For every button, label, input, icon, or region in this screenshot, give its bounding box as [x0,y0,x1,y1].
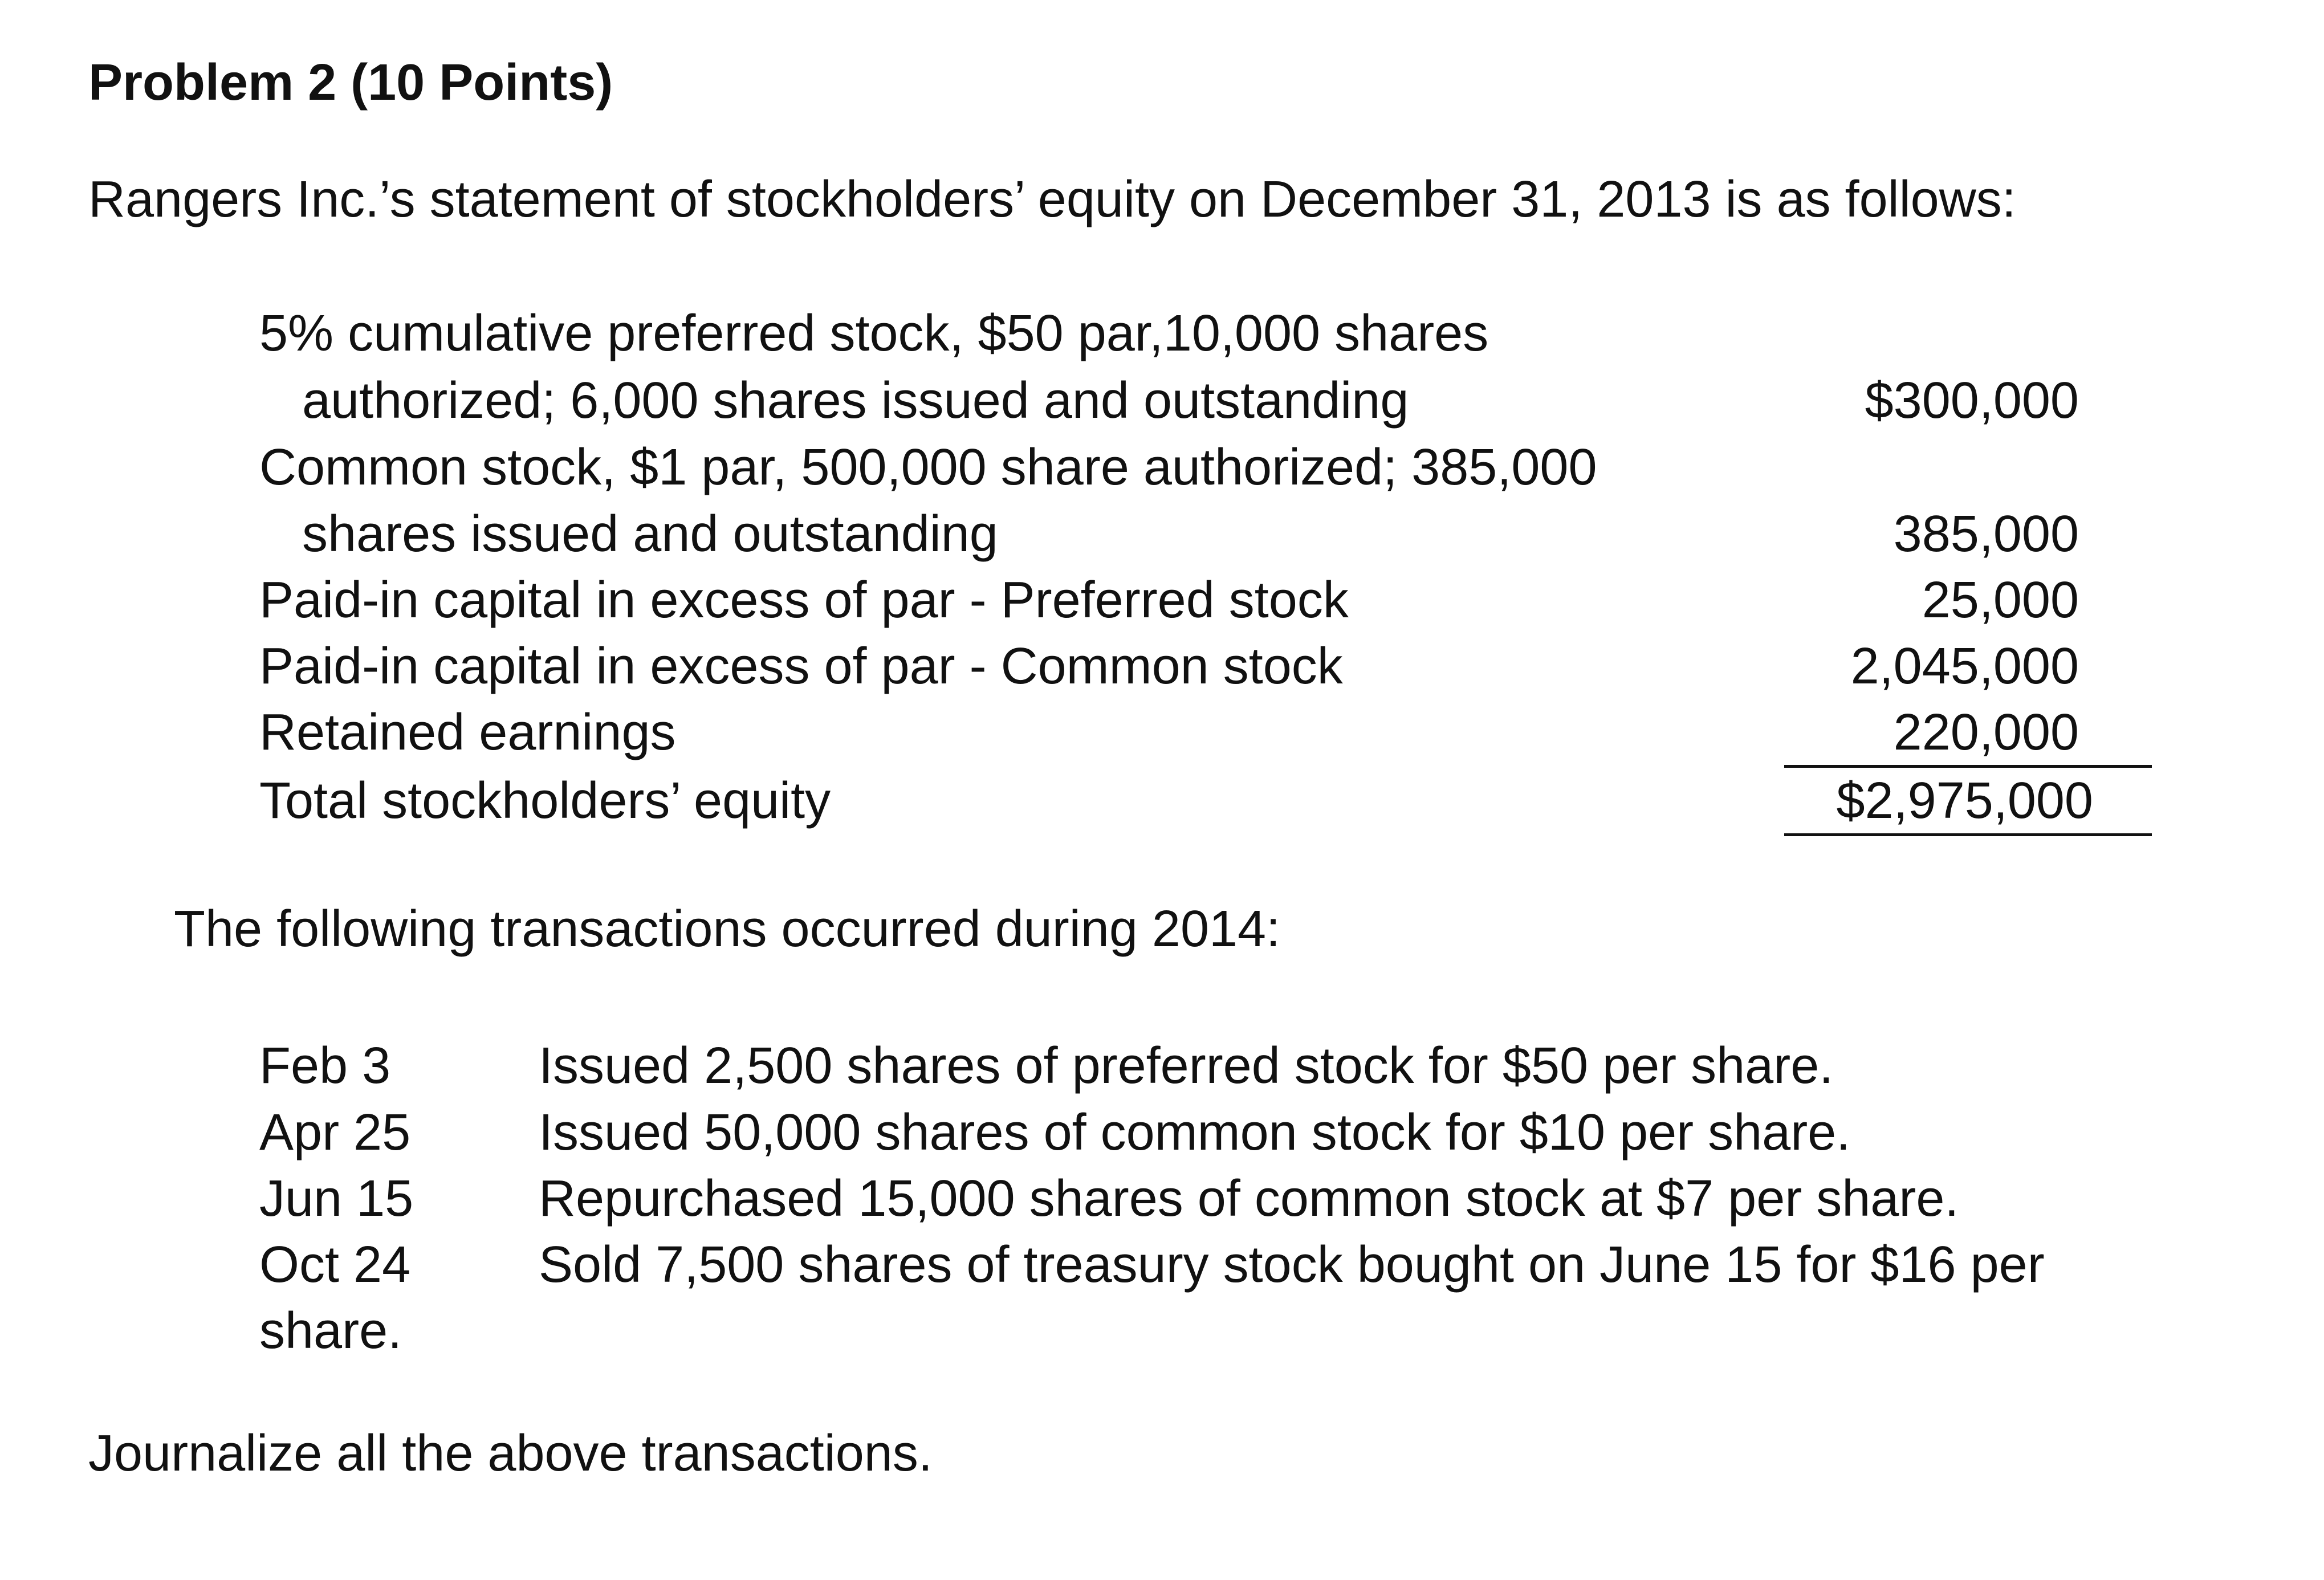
preferred-stock-amount: $300,000 [1865,372,2079,429]
transaction-date: Feb 3 [259,1037,391,1094]
problem-title: Problem 2 (10 Points) [88,54,613,111]
transaction-date: Apr 25 [259,1104,411,1161]
intro-text: Rangers Inc.’s statement of stockholders’ equity on December 31, 2013 is as follows: [88,171,2016,228]
common-stock-amount: 385,000 [1893,506,2079,563]
preferred-stock-line1: 5% cumulative preferred stock, $50 par,10,000 shares [259,305,1489,362]
apic-preferred-label: Paid-in capital in excess of par - Preferred stock [259,572,1349,629]
common-stock-line2: shares issued and outstanding [302,506,998,563]
transaction-date: Oct 24 [259,1236,411,1293]
closing-instruction: Journalize all the above transactions. [88,1425,933,1482]
transactions-heading: The following transactions occurred during 2014: [174,901,1281,958]
transaction-description: Issued 50,000 shares of common stock for $10 per share. [539,1104,1851,1161]
apic-common-amount: 2,045,000 [1850,638,2079,695]
transaction-description: Issued 2,500 shares of preferred stock for $50 per share. [539,1037,1834,1094]
retained-earnings-label: Retained earnings [259,704,676,761]
transaction-description: Repurchased 15,000 shares of common stock at $7 per share. [539,1170,1959,1227]
preferred-stock-line2: authorized; 6,000 shares issued and outstanding [302,372,1409,429]
total-equity-amount: $2,975,000 [1836,772,2093,829]
transaction-description: Sold 7,500 shares of treasury stock bought on June 15 for $16 per [539,1236,2045,1293]
transaction-continuation: share. [259,1302,402,1359]
common-stock-line1: Common stock, $1 par, 500,000 share authorized; 385,000 [259,439,1597,496]
total-equity-label: Total stockholders’ equity [259,772,831,829]
total-rule [1784,833,2152,836]
apic-preferred-amount: 25,000 [1922,572,2079,629]
transaction-date: Jun 15 [259,1170,414,1227]
apic-common-label: Paid-in capital in excess of par - Common stock [259,638,1343,695]
retained-earnings-amount: 220,000 [1893,704,2079,761]
subtotal-rule [1784,765,2152,768]
